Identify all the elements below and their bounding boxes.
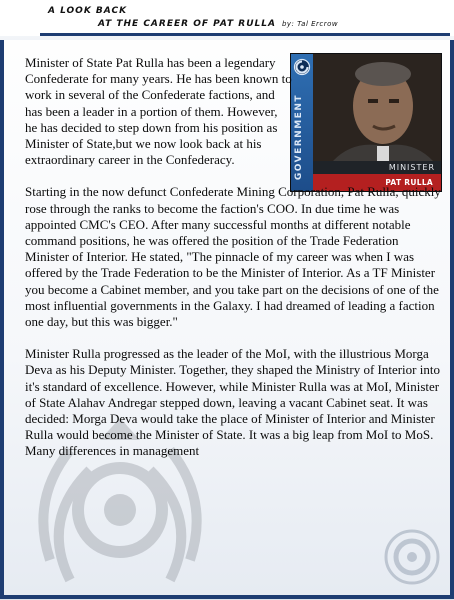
header [0,0,454,40]
card-category: GOVERNMENT [294,94,304,181]
title-line-2 [98,19,338,29]
byline: by: Tal Ercrow [281,20,339,28]
confederacy-seal-icon [382,527,442,587]
card-name: PAT RULLA [313,174,441,191]
article-body [25,55,443,476]
header-divider [40,33,450,36]
title-text: AT THE CAREER OF PAT RULLA [98,19,276,29]
article-paragraph: Minister Rulla progressed as the leader of the MoI, with the illustrious Morga Deva as his Deputy Minister. Together, they shaped the Ministry of Interior into it's standard of excellence. However, while Minister Rulla was at MoI, Minister of State Alahav Andregar stepped down, leaving a vacant Cabinet seat. It was decided: Morga Deva would take the place of Minister of Interior and Minister Rulla would become the Minister of State. It was a big leap from MoI to MoS. Many differences in management [25,346,440,459]
title-line-1: A LOOK BACK [48,6,128,16]
article-paragraph: Starting in the now defunct Confederate Mining Corporation, Pat Rulla, quickly rose through the ranks to become the faction's COO. In due time he was appointed CMC's CEO. After many successful months at different notable command positions, he was offered the position of the Trade Federation Minister of Interior. He stated, "The pinnacle of my career was when I was offered by the Trade Federation to be the Minister of Interior. As a TF Minister you become a Cabinet member, and you take part on the decisions of one of the most influential governments in the Galaxy. I had dreamed of leading a faction one day, but this was bigger." [25,184,441,330]
article-paragraph: Minister of State Pat Rulla has been a legendary Confederate for many years. He has been known to work in several of the Confederate factions, and has been a leader in a portion of them. However, he has decided to step down from his position as Minister of State,but we now look back at his extraordinary career in the Confederacy. [25,55,292,168]
card-role: MINISTER [313,161,441,174]
